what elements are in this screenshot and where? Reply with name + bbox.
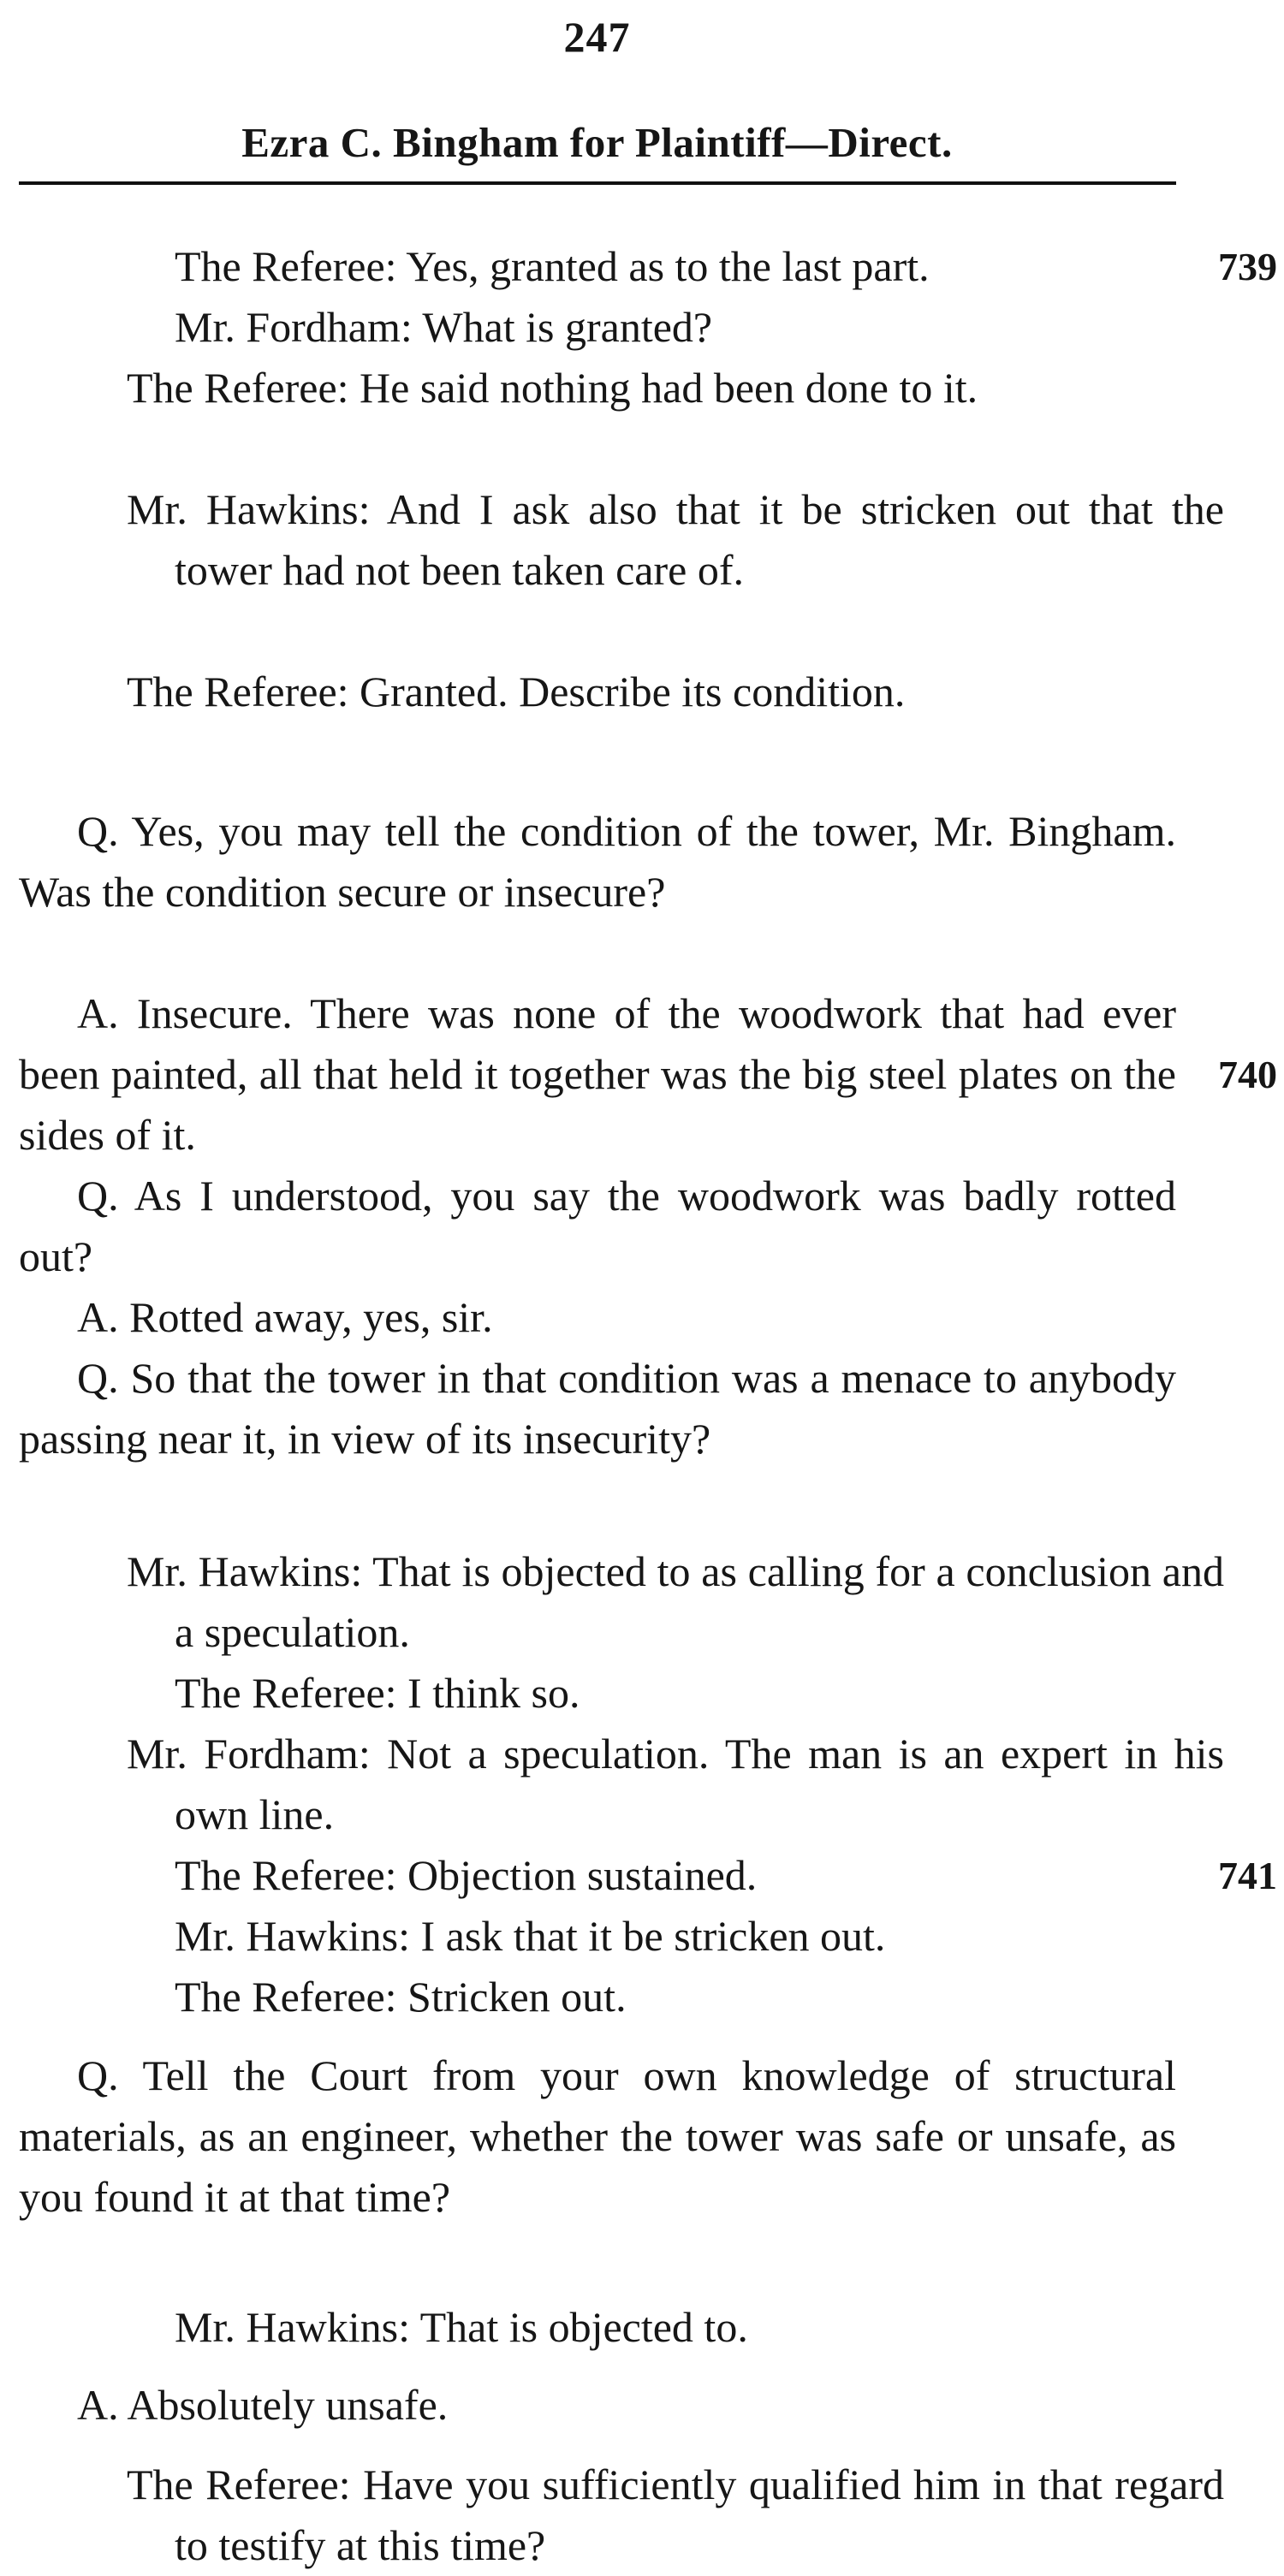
margin-line-number: 739 xyxy=(1218,245,1277,288)
testimony-paragraph: The Referee: Granted. Describe its condition. xyxy=(127,668,906,715)
margin-line-number: 741 xyxy=(1218,1854,1277,1897)
answer-paragraph: A. Insecure. There was none of the woodwork that had ever been painted, all that held it together was the big steel plates on the sides of it. xyxy=(19,989,1176,1159)
running-head: Ezra C. Bingham for Plaintiff—Direct. xyxy=(241,119,953,166)
testimony-line: The Referee: Stricken out. xyxy=(175,1973,627,2021)
testimony-line: The Referee: Objection sustained. xyxy=(175,1851,758,1899)
testimony-paragraph: Mr. Hawkins: And I ask also that it be stricken out that the tower had not been taken care of. xyxy=(127,485,1224,594)
testimony-line: Mr. Hawkins: That is objected to. xyxy=(175,2303,748,2351)
testimony-paragraph: The Referee: He said nothing had been done to it. xyxy=(127,364,978,412)
header-rule xyxy=(19,181,1176,185)
testimony-paragraph: The Referee: Have you sufficiently qualified him in that regard to testify at this time? xyxy=(127,2460,1224,2569)
question-paragraph: Q. So that the tower in that condition was a menace to anybody passing near it, in view of its insecurity? xyxy=(19,1354,1176,1463)
question-paragraph: Q. Tell the Court from your own knowledge of structural materials, as an engineer, whether the tower was safe or unsafe, as you found it at that time? xyxy=(19,2051,1176,2221)
question-paragraph: Q. Yes, you may tell the condition of the tower, Mr. Bingham. Was the condition secure or insecure? xyxy=(19,807,1176,916)
testimony-line: Mr. Hawkins: I ask that it be stricken out. xyxy=(175,1912,886,1960)
answer-paragraph: A. Absolutely unsafe. xyxy=(77,2381,449,2429)
testimony-line: Mr. Fordham: What is granted? xyxy=(175,303,713,351)
question-paragraph: Q. As I understood, you say the woodwork was badly rotted out? xyxy=(19,1172,1176,1280)
testimony-paragraph: Mr. Hawkins: That is objected to as calling for a conclusion and a speculation. xyxy=(127,1547,1224,1656)
page-number: 247 xyxy=(563,13,631,61)
testimony-line: The Referee: Yes, granted as to the last part. xyxy=(175,242,930,290)
margin-line-number: 740 xyxy=(1218,1053,1277,1096)
testimony-paragraph: Mr. Fordham: Not a speculation. The man is an expert in his own line. xyxy=(127,1730,1224,1838)
testimony-line: The Referee: I think so. xyxy=(175,1669,580,1717)
answer-paragraph: A. Rotted away, yes, sir. xyxy=(77,1293,493,1341)
